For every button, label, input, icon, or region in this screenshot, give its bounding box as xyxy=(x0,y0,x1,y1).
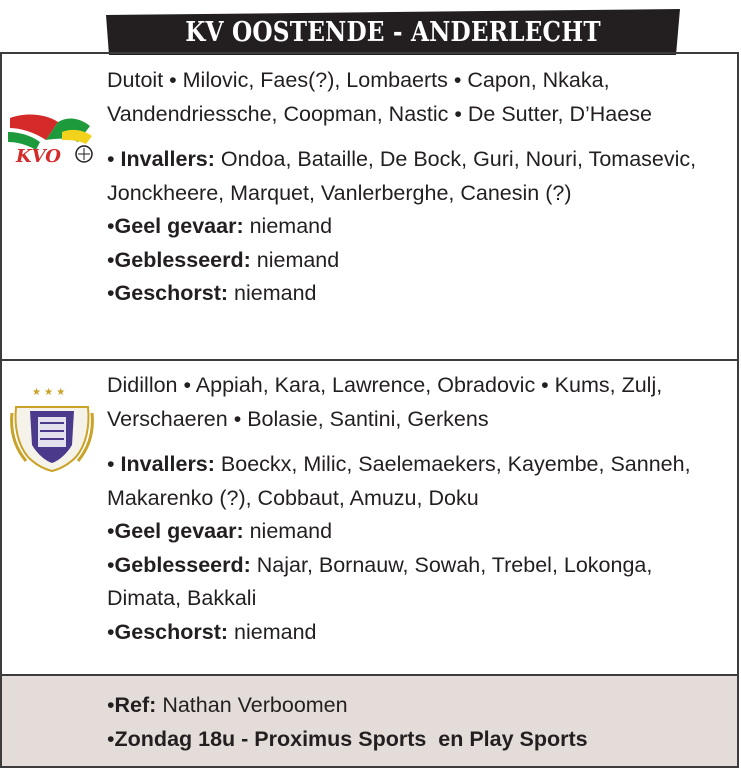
match-footer xyxy=(2,676,737,766)
invallers-value: Boeckx, Milic, Saelemaekers, Kayembe, Sanneh, Makarenko (?), Cobbaut, Amuzu, Doku xyxy=(107,452,691,510)
geschorst-label: Geschorst: xyxy=(114,619,229,644)
geel-gevaar-line xyxy=(107,210,727,244)
geel-gevaar-label: Geel gevaar: xyxy=(114,519,244,543)
geblesseerd-line xyxy=(107,244,727,278)
team-section-oostende xyxy=(0,54,737,359)
bullet: • xyxy=(107,552,115,577)
bullet: • xyxy=(107,147,115,171)
geel-gevaar-value: niemand xyxy=(249,519,333,543)
svg-text:KVO: KVO xyxy=(16,146,61,167)
bullet: • xyxy=(107,693,115,717)
anderlecht-crest-icon xyxy=(10,383,94,473)
referee-line xyxy=(107,689,727,723)
geblesseerd-label: Geblesseerd: xyxy=(114,247,251,272)
broadcast-info: Zondag 18u - Proximus Sports en Play Sports xyxy=(114,726,588,751)
geschorst-line xyxy=(107,277,727,311)
geschorst-value: niemand xyxy=(234,619,317,644)
geel-gevaar-label: Geel gevaar: xyxy=(114,214,244,238)
geschorst-label: Geschorst: xyxy=(114,281,229,305)
bullet: • xyxy=(107,519,115,543)
geschorst-value: niemand xyxy=(234,281,317,305)
geschorst-line xyxy=(107,616,727,650)
geblesseerd-line xyxy=(107,549,727,616)
referee-value: Nathan Verboomen xyxy=(162,693,348,717)
footer-text xyxy=(107,689,727,756)
lineup-text: Didillon • Appiah, Kara, Lawrence, Obradovic • Kums, Zulj, Verschaeren • Bolasie, Santini, Gerkens xyxy=(107,373,663,431)
invallers-line xyxy=(107,143,727,210)
geblesseerd-value: Najar, Bornauw, Sowah, Trebel, Lokonga, Dimata, Bakkali xyxy=(107,552,653,610)
bullet: • xyxy=(107,619,115,644)
team-info-anderlecht xyxy=(107,369,727,649)
referee-label: Ref: xyxy=(114,693,157,717)
invallers-value: Ondoa, Bataille, De Bock, Guri, Nouri, Tomasevic, Jonckheere, Marquet, Vanlerberghe, Canesin (?) xyxy=(107,147,697,205)
bullet: • xyxy=(107,214,115,238)
geel-gevaar-line xyxy=(107,515,727,549)
bullet: • xyxy=(107,281,115,305)
broadcast-line xyxy=(107,723,727,757)
lineup-text: Dutoit • Milovic, Faes(?), Lombaerts • Capon, Nkaka, Vandendriessche, Coopman, Nastic • De Sutter, D’Haese xyxy=(107,68,652,126)
invallers-label: Invallers: xyxy=(120,147,215,171)
page-title: KV OOSTENDE - ANDERLECHT xyxy=(185,16,601,48)
bullet: • xyxy=(107,247,115,272)
geblesseerd-value: niemand xyxy=(256,247,340,272)
invallers-label: Invallers: xyxy=(120,452,215,476)
bullet: • xyxy=(107,726,115,751)
invallers-line xyxy=(107,448,727,515)
header-banner xyxy=(106,9,680,55)
geel-gevaar-value: niemand xyxy=(249,214,333,238)
geblesseerd-label: Geblesseerd: xyxy=(114,552,251,577)
team-info-oostende xyxy=(107,64,727,311)
kv-oostende-logo-icon xyxy=(6,110,96,170)
svg-text:★ ★ ★: ★ ★ ★ xyxy=(32,387,66,398)
bullet: • xyxy=(107,452,115,476)
team-section-anderlecht xyxy=(0,361,737,674)
